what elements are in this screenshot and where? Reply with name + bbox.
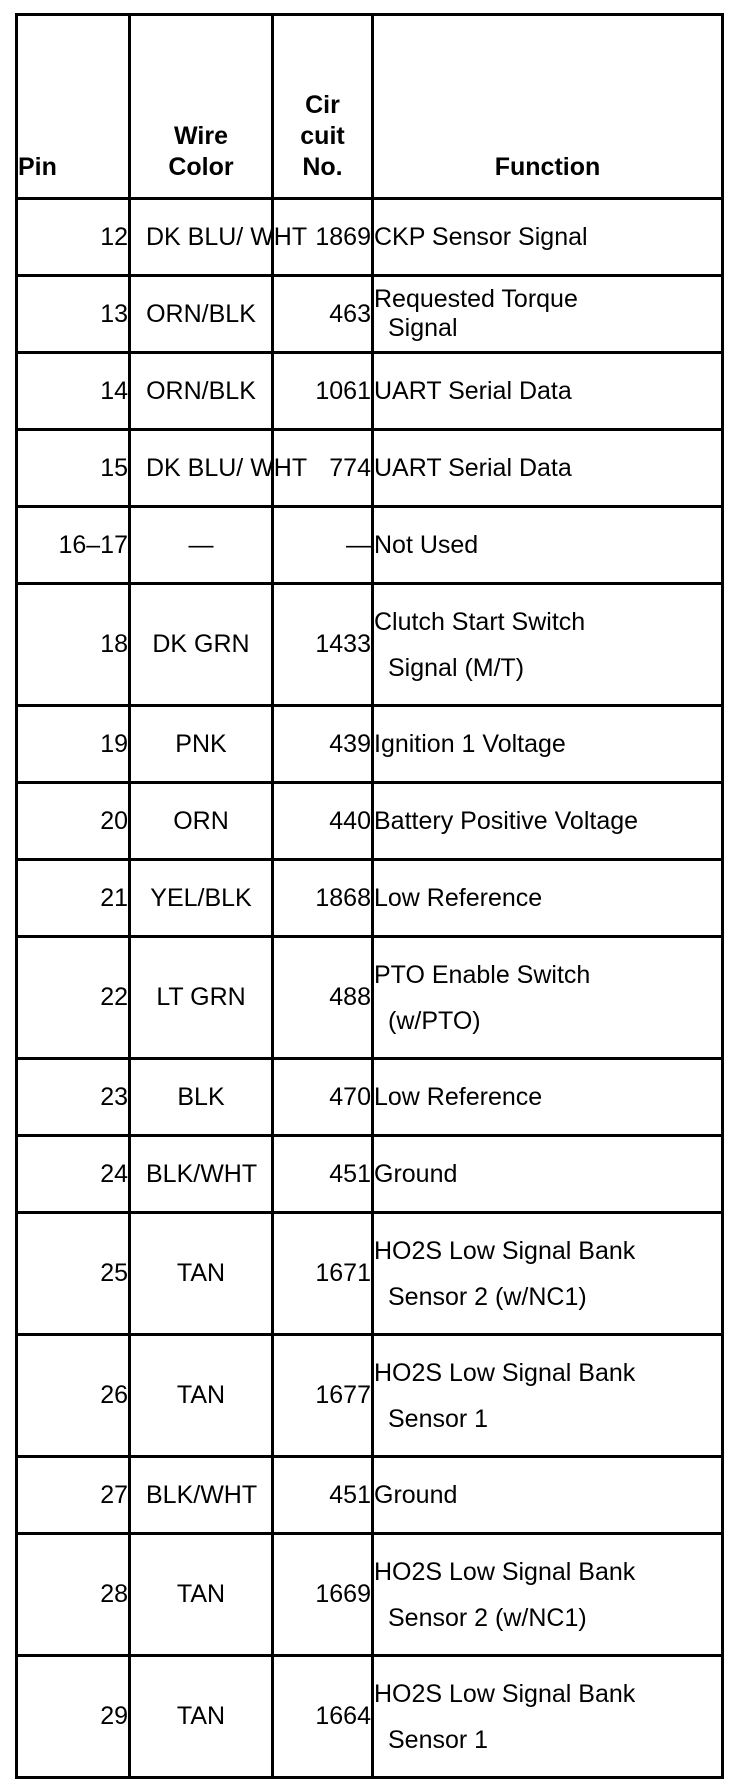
wire-color-value: DK BLU/ WHT (146, 453, 308, 482)
circuit-number-cell: 1677 (273, 1335, 373, 1457)
wire-color-cell (130, 276, 273, 353)
table-row (17, 1136, 723, 1213)
header-circuit-no (273, 15, 373, 199)
wire-color-cell (130, 1457, 273, 1534)
table-row (17, 706, 723, 783)
function-line: Ground (374, 1480, 458, 1509)
circuit-number-cell: 1868 (273, 860, 373, 937)
wire-color-cell (130, 1335, 273, 1457)
function-line: HO2S Low Signal Bank (374, 1557, 636, 1586)
wire-color-value: ORN/BLK (146, 299, 256, 328)
wire-color-value: LT GRN (156, 983, 246, 1011)
wire-color-cell (130, 1136, 273, 1213)
circuit-number-cell: 451 (273, 1457, 373, 1534)
wire-color-cell (130, 706, 273, 783)
wire-color-value: YEL/BLK (150, 883, 252, 912)
function-cell (373, 353, 723, 430)
circuit-number-cell: 1869 (273, 199, 373, 276)
wire-color-value: — (188, 530, 214, 559)
table-row (17, 1656, 723, 1778)
header-function: Function (373, 15, 723, 199)
wire-color-cell (130, 353, 273, 430)
function-cell (373, 507, 723, 584)
pin-cell: 21 (17, 860, 130, 937)
function-cell (373, 1656, 723, 1778)
function-cell (373, 584, 723, 706)
circuit-number-cell: 470 (273, 1059, 373, 1136)
header-circuit-line: Cir (305, 91, 340, 119)
wire-color-cell (130, 199, 308, 276)
header-pin: Pin (17, 15, 130, 199)
wire-color-value: BLK/WHT (146, 1159, 258, 1188)
table-row (17, 1457, 723, 1534)
header-wire-color (130, 15, 273, 199)
function-cell (373, 1335, 723, 1457)
pin-cell: 23 (17, 1059, 130, 1136)
header-wire-color-line: Color (168, 153, 234, 181)
function-cell (373, 1059, 723, 1136)
function-line: Sensor 2 (w/NC1) (388, 1603, 587, 1632)
wire-color-value: PNK (175, 729, 227, 758)
function-cell (373, 430, 723, 507)
function-cell (373, 1213, 723, 1335)
wire-color-cell (130, 860, 273, 937)
function-cell (373, 783, 723, 860)
function-line: HO2S Low Signal Bank (374, 1679, 636, 1708)
table-row (17, 1059, 723, 1136)
function-line: Not Used (374, 530, 479, 559)
header-wire-color-line: Wire (174, 122, 228, 150)
function-cell (373, 199, 723, 276)
table-row (17, 199, 723, 276)
pin-cell: 22 (17, 937, 130, 1059)
table-row (17, 276, 723, 353)
table-row (17, 507, 723, 584)
function-line: Sensor 1 (388, 1404, 489, 1433)
function-cell (373, 937, 723, 1059)
function-line: HO2S Low Signal Bank (374, 1236, 636, 1265)
wire-color-value: TAN (176, 1580, 226, 1608)
pin-cell: 28 (17, 1534, 130, 1656)
function-line: Requested Torque (374, 285, 578, 313)
table-row (17, 1213, 723, 1335)
function-cell (373, 706, 723, 783)
wire-color-cell (130, 507, 273, 584)
function-line: Ignition 1 Voltage (374, 729, 566, 758)
wire-color-value: TAN (176, 1702, 226, 1730)
function-line: Battery Positive Voltage (374, 806, 639, 835)
wire-color-cell (130, 1656, 273, 1778)
circuit-number-cell: 1669 (273, 1534, 373, 1656)
pin-cell: 27 (17, 1457, 130, 1534)
wire-color-value: DK BLU/ WHT (146, 222, 308, 251)
pin-cell: 24 (17, 1136, 130, 1213)
pin-cell: 20 (17, 783, 130, 860)
function-line: Sensor 1 (388, 1725, 489, 1754)
function-cell (373, 1457, 723, 1534)
pin-cell: 26 (17, 1335, 130, 1457)
pinout-rows (17, 199, 723, 1778)
circuit-number-cell: 774 (273, 430, 373, 507)
circuit-number-cell: 439 (273, 706, 373, 783)
function-line: PTO Enable Switch (374, 960, 591, 989)
function-line: CKP Sensor Signal (374, 222, 588, 251)
function-cell (373, 1136, 723, 1213)
pin-cell: 12 (17, 199, 130, 276)
circuit-number-cell: 1061 (273, 353, 373, 430)
wire-color-value: BLK (177, 1082, 225, 1111)
wire-color-cell (130, 1534, 273, 1656)
wire-color-value: ORN/BLK (146, 376, 256, 405)
wire-color-value: ORN (173, 806, 229, 835)
table-row (17, 353, 723, 430)
wire-color-cell (130, 584, 273, 706)
function-line: Sensor 2 (w/NC1) (388, 1282, 587, 1311)
header-circuit-line: No. (302, 153, 343, 181)
table-row (17, 1534, 723, 1656)
wire-color-cell (130, 1213, 273, 1335)
circuit-number-cell: 463 (273, 276, 373, 353)
table-row (17, 430, 723, 507)
wire-color-cell (130, 937, 273, 1059)
pin-cell: 14 (17, 353, 130, 430)
table-row (17, 937, 723, 1059)
pin-cell: 19 (17, 706, 130, 783)
function-cell (373, 1534, 723, 1656)
table-row (17, 1335, 723, 1457)
function-line: HO2S Low Signal Bank (374, 1358, 636, 1387)
pin-cell: 25 (17, 1213, 130, 1335)
pin-cell: 16–17 (17, 507, 130, 584)
wire-color-cell (130, 430, 308, 507)
header-circuit-line: cuit (300, 122, 345, 150)
wire-color-cell (130, 1059, 273, 1136)
table-row (17, 860, 723, 937)
function-line: Signal (388, 314, 458, 342)
pin-cell: 29 (17, 1656, 130, 1778)
function-line: Low Reference (374, 883, 543, 912)
function-cell (373, 276, 723, 353)
circuit-number-cell: 488 (273, 937, 373, 1059)
circuit-number-cell: 451 (273, 1136, 373, 1213)
function-line: Ground (374, 1159, 458, 1188)
function-line: UART Serial Data (374, 453, 572, 482)
circuit-number-cell: 1671 (273, 1213, 373, 1335)
circuit-number-cell: 1433 (273, 584, 373, 706)
pin-cell: 15 (17, 430, 130, 507)
function-line: UART Serial Data (374, 376, 572, 405)
function-line: Signal (M/T) (388, 653, 525, 682)
wire-color-value: DK GRN (152, 630, 250, 658)
pinout-table (15, 13, 724, 1779)
pin-cell: 13 (17, 276, 130, 353)
circuit-number-cell: 440 (273, 783, 373, 860)
wire-color-cell (130, 783, 273, 860)
connector-pinout-sheet (15, 13, 721, 1779)
function-line: Clutch Start Switch (374, 607, 586, 636)
function-cell (373, 860, 723, 937)
table-row (17, 584, 723, 706)
wire-color-value: TAN (176, 1259, 226, 1287)
wire-color-value: TAN (176, 1381, 226, 1409)
pin-cell: 18 (17, 584, 130, 706)
function-line: (w/PTO) (388, 1006, 481, 1035)
wire-color-value: BLK/WHT (146, 1480, 258, 1509)
circuit-number-cell: — (273, 507, 373, 584)
header-row (17, 15, 723, 199)
function-line: Low Reference (374, 1082, 543, 1111)
table-row (17, 783, 723, 860)
circuit-number-cell: 1664 (273, 1656, 373, 1778)
